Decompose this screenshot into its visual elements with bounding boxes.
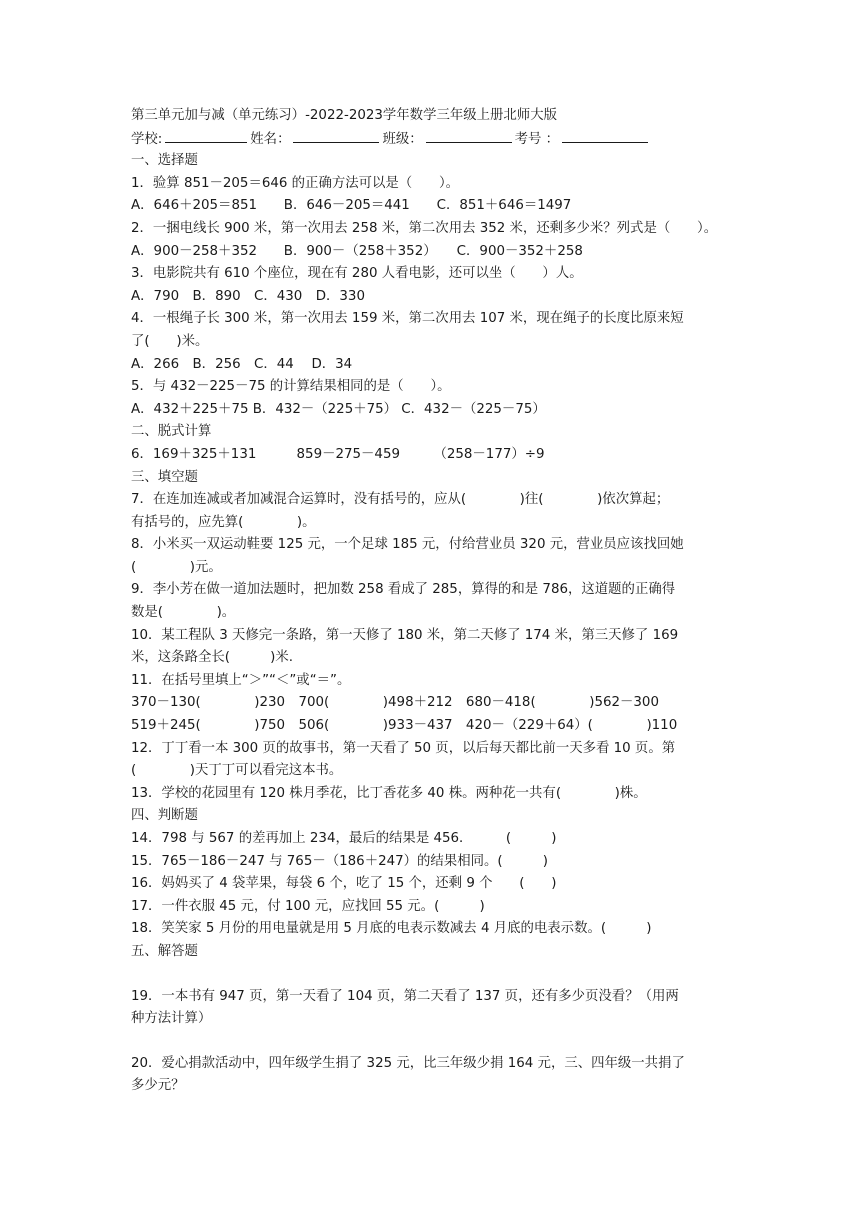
- student-info-row: [131, 128, 731, 151]
- question-4: 4．一根绳子长 300 米，第一次用去 159 米，第二次用去 107 米，现在绳子的长度比原来短: [131, 311, 684, 327]
- question-8: 8．小米买一双运动鞋要 125 元，一个足球 185 元，付给营业员 320 元，营业员应该找回她: [131, 537, 684, 553]
- question-8-cont: ( )元。: [131, 559, 222, 575]
- question-1-options: A．646＋205＝851 B．646－205＝441 C．851＋646＝1497: [131, 198, 572, 214]
- question-18: 18．笑笑家 5 月份的用电量就是用 5 月底的电表示数减去 4 月底的电表示数。( ): [131, 921, 652, 937]
- question-12-cont: ( )天丁丁可以看完这本书。: [131, 763, 343, 779]
- question-10-cont: 米，这条路全长( )米.: [131, 650, 294, 666]
- question-19-cont: 种方法计算）: [131, 1011, 212, 1027]
- exam-no-label: 考号 ：: [514, 131, 560, 147]
- question-17: 17．一件衣服 45 元，付 100 元，应找回 55 元。( ): [131, 898, 485, 914]
- worksheet-content: [131, 105, 731, 1098]
- school-blank[interactable]: [165, 128, 247, 143]
- section-4-heading: 四、判断题: [131, 808, 198, 824]
- question-2-options: A．900－258＋352 B．900－（258＋352） C．900－352＋258: [131, 243, 583, 259]
- question-20-cont: 多少元？: [131, 1078, 185, 1094]
- question-6: 6．169＋325＋131 859－275－459 （258－177）÷9: [131, 446, 545, 462]
- question-4-options: A．266 B．256 C．44 D．34: [131, 356, 353, 372]
- question-3: 3．电影院共有 610 个座位，现在有 280 人看电影，还可以坐（ ）人。: [131, 266, 583, 282]
- school-label: 学校:: [131, 131, 163, 147]
- name-label: 姓名：: [250, 131, 291, 147]
- question-9: 9．李小芳在做一道加法题时，把加数 258 看成了 285，算得的和是 786，这道题的正确得: [131, 582, 676, 598]
- question-7-cont: 有括号的，应先算( )。: [131, 514, 316, 530]
- question-7: 7．在连加连减或者加减混合运算时，没有括号的，应从( )往( )依次算起；: [131, 492, 670, 508]
- question-5-options: A．432＋225＋75 B．432－（225＋75） C．432－（225－75）: [131, 401, 546, 417]
- exam-no-blank[interactable]: [562, 128, 648, 143]
- question-16: 16．妈妈买了 4 袋苹果，每袋 6 个，吃了 15 个，还剩 9 个 ( ): [131, 876, 557, 892]
- name-blank[interactable]: [293, 128, 379, 143]
- question-5: 5．与 432－225－75 的计算结果相同的是（ ）。: [131, 379, 451, 395]
- question-3-options: A．790 B．890 C．430 D．330: [131, 288, 365, 304]
- question-11-row-2: 519＋245( )750 506( )933－437 420－（229＋64）( )110: [131, 718, 678, 734]
- class-blank[interactable]: [426, 128, 512, 143]
- question-11-row-1: 370－130( )230 700( )498＋212 680－418( )562－300: [131, 695, 659, 711]
- question-9-cont: 数是( )。: [131, 605, 236, 621]
- question-10: 10．某工程队 3 天修完一条路，第一天修了 180 米，第二天修了 174 米，第三天修了 169: [131, 627, 679, 643]
- section-3-heading: 三、填空题: [131, 469, 198, 485]
- question-12: 12．丁丁看一本 300 页的故事书，第一天看了 50 页，以后每天都比前一天多看 10 页。第: [131, 740, 676, 756]
- question-1: 1．验算 851－205＝646 的正确方法可以是（ ）。: [131, 175, 460, 191]
- question-4-cont: 了( )米。: [131, 333, 209, 349]
- question-13: 13．学校的花园里有 120 株月季花，比丁香花多 40 株。两种花一共有( )株。: [131, 785, 647, 801]
- question-19: 19．一本书有 947 页，第一天看了 104 页，第二天看了 137 页，还有多少页没看？（用两: [131, 988, 679, 1004]
- class-label: 班级：: [382, 131, 423, 147]
- question-2: 2．一捆电线长 900 米，第一次用去 258 米，第二次用去 352 米，还剩多少米？列式是（ ）。: [131, 220, 718, 236]
- spacer: [131, 1031, 731, 1053]
- question-11: 11．在括号里填上“＞”“＜”或“＝”。: [131, 672, 351, 688]
- worksheet-title: 第三单元加与减（单元练习）-2022-2023学年数学三年级上册北师大版: [131, 108, 557, 123]
- section-1-heading: 一、选择题: [131, 153, 198, 169]
- question-15: 15．765－186－247 与 765－（186＋247）的结果相同。( ): [131, 853, 548, 869]
- section-2-heading: 二、脱式计算: [131, 424, 212, 440]
- question-20: 20．爱心捐款活动中，四年级学生捐了 325 元，比三年级少捐 164 元，三、四年级一共捐了: [131, 1055, 685, 1071]
- section-5-heading: 五、解答题: [131, 943, 198, 959]
- question-14: 14．798 与 567 的差再加上 234，最后的结果是 456． ( ): [131, 831, 557, 846]
- spacer: [131, 964, 731, 986]
